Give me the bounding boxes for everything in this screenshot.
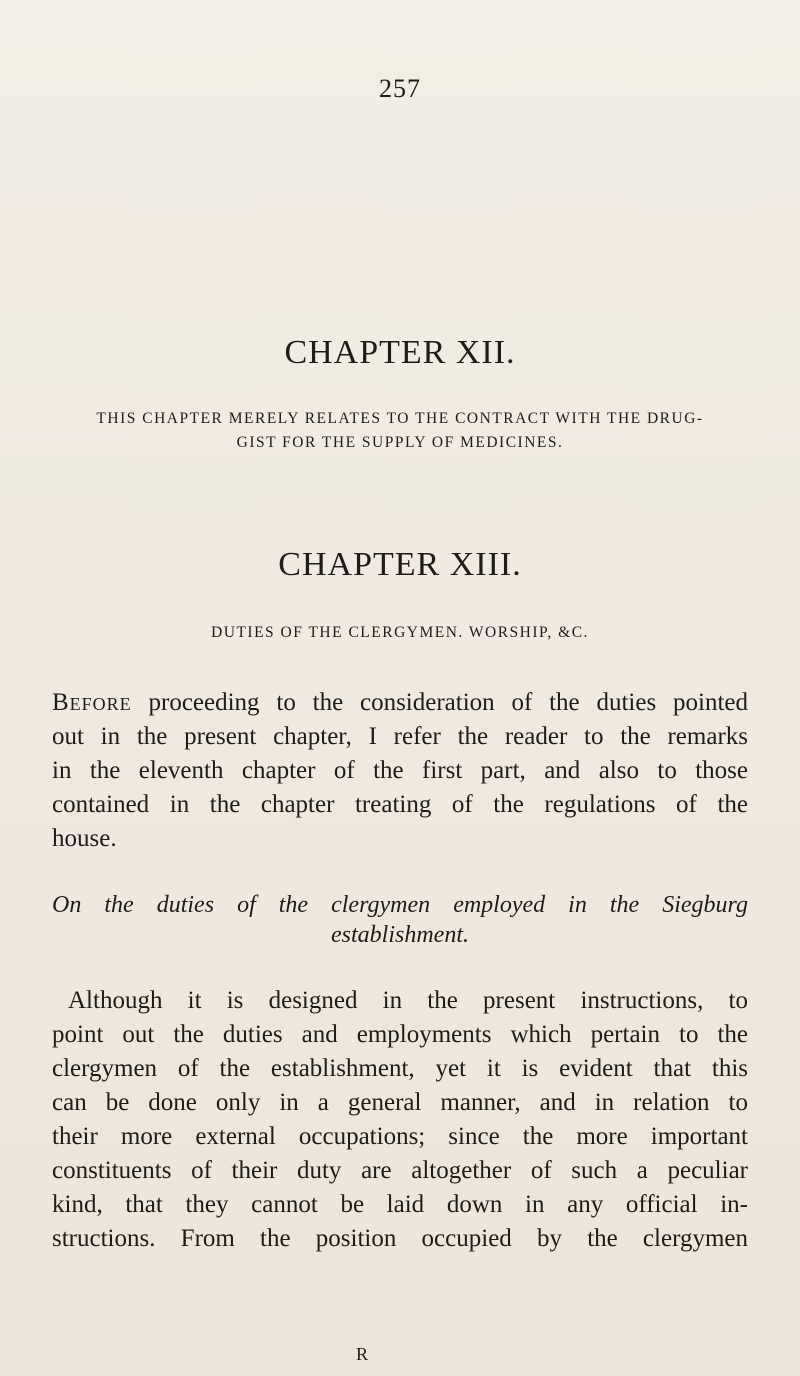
signature-mark: R [356,1344,369,1364]
chapter-xiii-title: CHAPTER XIII. [278,546,522,583]
intro-line-1: Before proceeding to the consideration of the duties pointed [52,689,748,716]
intro-line-5: house. [52,825,117,852]
section-line-2: point out the duties and employments which pertain to the [52,1021,748,1048]
chapter-xiii-summary: DUTIES OF THE CLERGYMEN. WORSHIP, &C. [211,624,589,641]
intro-line-4: contained in the chapter treating of the regulations of the [52,791,748,818]
section-heading-line-2: establishment. [331,922,469,948]
section-line-8: structions. From the position occupied by the clergymen [52,1225,748,1252]
opening-word: Before [52,689,132,716]
section-line-7: kind, that they cannot be laid down in any official in- [52,1191,748,1218]
intro-line-2: out in the present chapter, I refer the reader to the remarks [52,723,748,750]
page-number: 257 [379,74,421,103]
section-line-4: can be done only in a general manner, and in relation to [52,1089,748,1116]
section-heading-line-1: On the duties of the clergymen employed in the Siegburg [52,892,748,918]
section-line-5: their more external occupations; since the more important [52,1123,748,1150]
chapter-xii-summary-line-2: GIST FOR THE SUPPLY OF MEDICINES. [236,434,564,451]
chapter-xii-summary-line-1: THIS CHAPTER MERELY RELATES TO THE CONTRACT WITH THE DRUG- [96,410,704,427]
section-line-6: constituents of their duty are altogether of such a peculiar [52,1157,748,1184]
chapter-xii-title: CHAPTER XII. [284,334,516,371]
section-line-3: clergymen of the establishment, yet it is evident that this [52,1055,748,1082]
section-line-1: Although it is designed in the present instructions, to [68,987,748,1014]
intro-line-3: in the eleventh chapter of the first part, and also to those [52,757,748,784]
